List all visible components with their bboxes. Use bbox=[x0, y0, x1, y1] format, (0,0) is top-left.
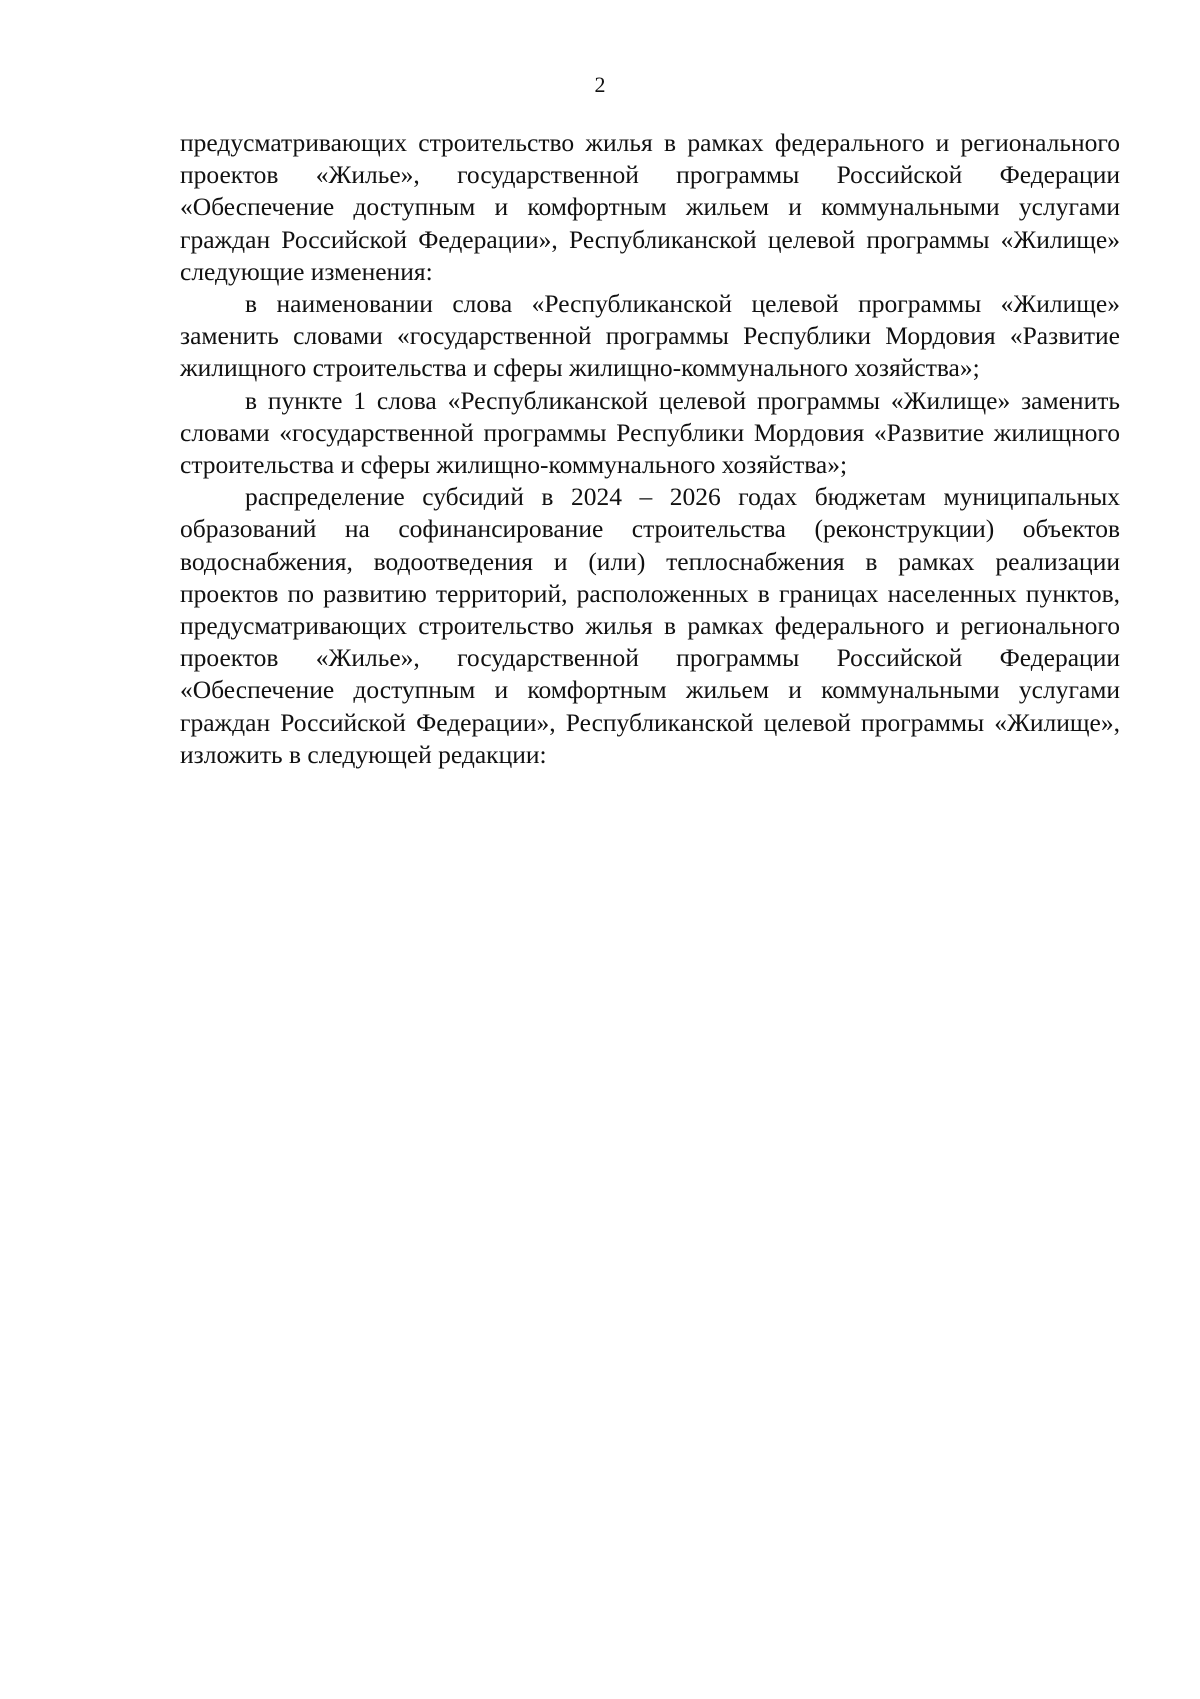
paragraph-subsidy-distribution: распределение субсидий в 2024 – 2026 годах бюджетам муниципальных образований на софинансирование строительства (реконструкции) объектов водоснабжения, водоотведения и (или) теплоснабжения в рамках реализации проектов по развитию территорий, расположенных в границах населенных пунктов, предусматривающих строительство жилья в рамках федерального и регионального проектов «Жилье», государственной программы Российской Федерации «Обеспечение доступным и комфортным жильем и коммунальными услугами граждан Российской Федерации», Республиканской целевой программы «Жилище», изложить в следующей редакции: bbox=[180, 482, 1120, 769]
paragraph-point-1-amendment: в пункте 1 слова «Республиканской целевой программы «Жилище» заменить словами «государственной программы Республики Мордовия «Развитие жилищного строительства и сферы жилищно-коммунального хозяйства»; bbox=[180, 385, 1120, 480]
document-body bbox=[180, 127, 1120, 771]
paragraph-title-amendment: в наименовании слова «Республиканской целевой программы «Жилище» заменить словами «государственной программы Республики Мордовия «Развитие жилищного строительства и сферы жилищно-коммунального хозяйства»; bbox=[180, 289, 1120, 383]
paragraph-continuation: предусматривающих строительство жилья в рамках федерального и регионального проектов «Жилье», государственной программы Российской Федерации «Обеспечение доступным и комфортным жильем и коммунальными услугами граждан Российской Федерации», Республиканской целевой программы «Жилище» следующие изменения: bbox=[180, 128, 1120, 286]
page-number: 2 bbox=[594, 72, 606, 97]
